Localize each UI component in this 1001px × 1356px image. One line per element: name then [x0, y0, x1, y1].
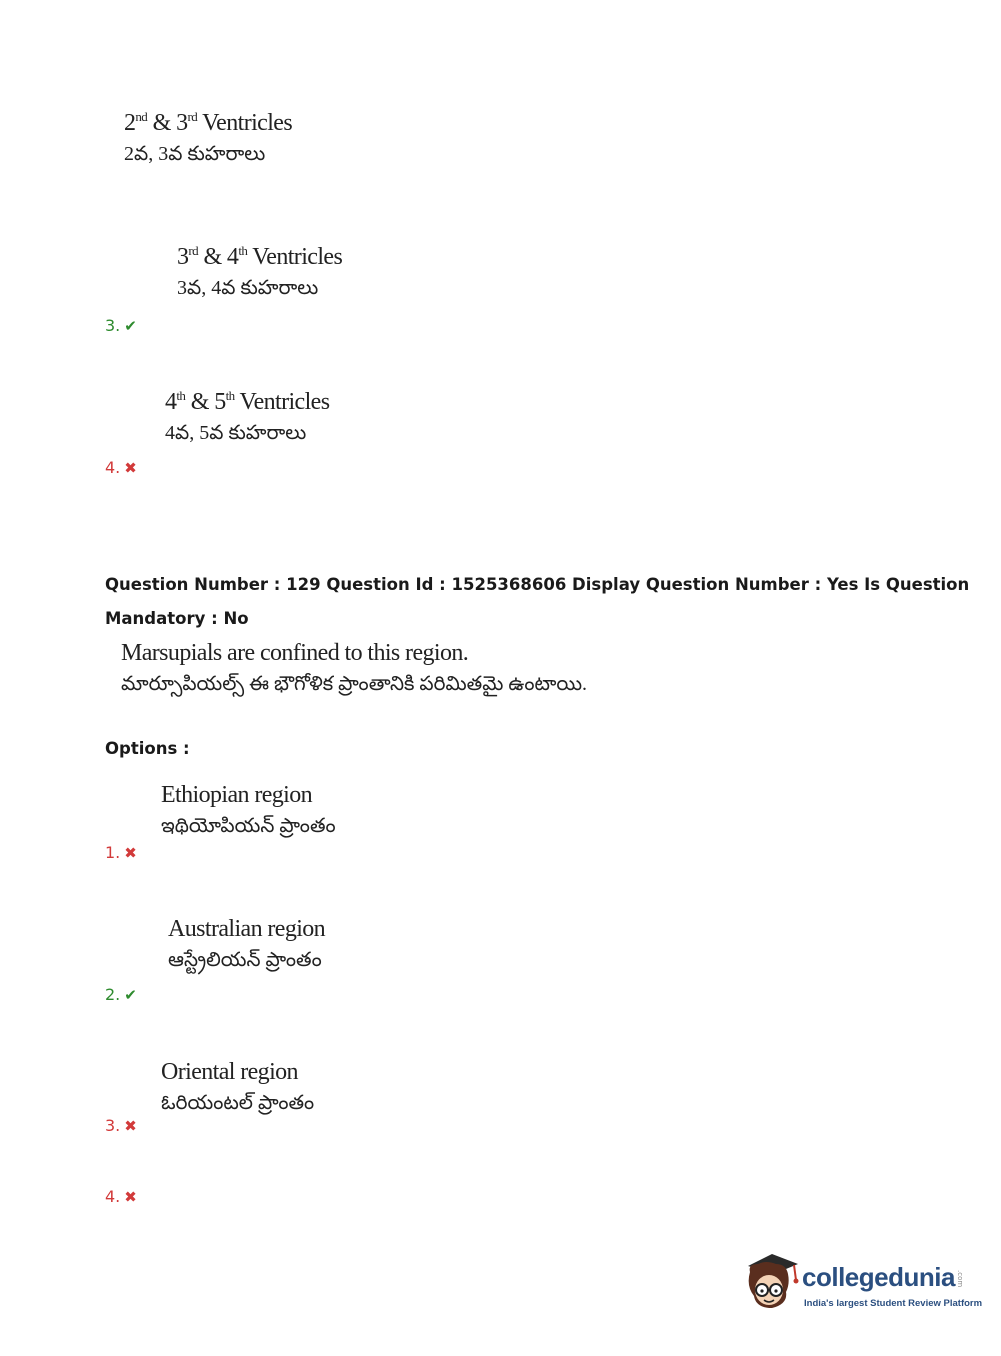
option-text-en: Ethiopian region — [161, 782, 313, 808]
logo-suffix: .com — [956, 1270, 964, 1288]
option-number-correct: 3. ✔ — [105, 316, 137, 335]
option-text-te: ఓరియంటల్ ప్రాంతం — [161, 1092, 315, 1114]
option-text-en: Australian region — [168, 916, 326, 942]
option-text-te: ఇథియోపియన్ ప్రాంతం — [161, 815, 336, 837]
option-text-en: Oriental region — [161, 1059, 298, 1085]
option-text-en: 2nd & 3rd Ventricles — [124, 109, 293, 136]
prev-option-block-1 — [124, 110, 292, 170]
option-text-te: 4వ, 5వ కుహరాలు — [165, 422, 307, 444]
question-text-en: Marsupials are confined to this region. — [121, 640, 469, 666]
options-label: Options : — [105, 739, 190, 758]
cross-icon: ✖ — [124, 1117, 137, 1135]
check-icon: ✔ — [124, 317, 137, 335]
option-block-2 — [168, 916, 325, 976]
check-icon: ✔ — [124, 986, 137, 1004]
option-number-correct: 2. ✔ — [105, 985, 137, 1004]
question-meta-line-2: Mandatory : No — [105, 609, 249, 628]
logo-tagline: India's largest Student Review Platform — [804, 1298, 983, 1309]
option-number-wrong: 4. ✖ — [105, 458, 137, 477]
question-text-te: మార్సూపియల్స్ ఈ భౌగోళిక ప్రాంతానికి పరిమితమై ఉంటాయి. — [121, 673, 588, 695]
option-number-wrong: 4. ✖ — [105, 1187, 137, 1206]
cross-icon: ✖ — [124, 844, 137, 862]
option-number-wrong: 1. ✖ — [105, 843, 137, 862]
prev-option-block-4 — [165, 389, 329, 449]
option-text-en: 4th & 5th Ventricles — [165, 388, 330, 415]
option-text-te: 2వ, 3వ కుహరాలు — [124, 143, 266, 165]
option-block-1 — [161, 782, 336, 842]
option-text-en: 3rd & 4th Ventricles — [177, 243, 343, 270]
cross-icon: ✖ — [124, 1188, 137, 1206]
cross-icon: ✖ — [124, 459, 137, 477]
option-text-te: ఆస్ట్రేలియన్ ప్రాంతం — [168, 949, 322, 971]
question-meta-line-1: Question Number : 129 Question Id : 1525368606 Display Question Number : Yes Is Question — [105, 575, 970, 594]
option-text-te: 3వ, 4వ కుహరాలు — [177, 277, 319, 299]
question-text-block — [121, 640, 587, 700]
collegedunia-logo — [742, 1248, 983, 1318]
prev-option-block-3 — [177, 244, 342, 304]
option-number-wrong: 3. ✖ — [105, 1116, 137, 1135]
mascot-icon — [742, 1250, 800, 1314]
option-block-3 — [161, 1059, 314, 1119]
logo-wordmark: collegedunia — [802, 1262, 955, 1292]
